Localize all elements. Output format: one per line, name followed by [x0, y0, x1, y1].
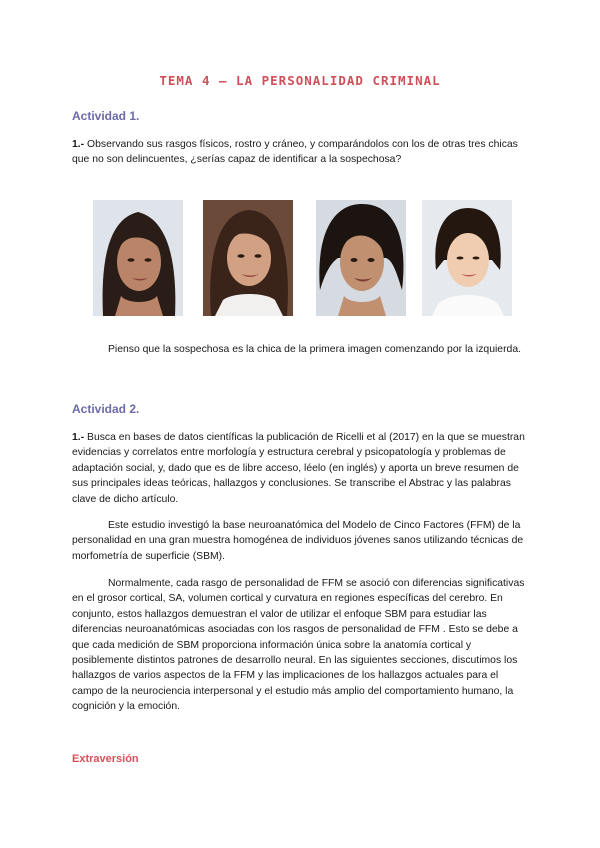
findings-paragraph: Normalmente, cada rasgo de personalidad de FFM se asoció con diferencias significativas en el grosor cortical, SA, volumen cortical y curvatura en regiones específicas del cerebro. En conjunto, estos hallazgos demuestran el valor de utilizar el enfoque SBM para estudiar las diferencias neuroanatómicas asociadas con los rasgos de personalidad de FFM . Esto se debe a que cada medición de SBM proporciona información única sobre la anatomía cortical y posiblemente distintos patrones de desarrollo neural. En las siguientes secciones, discutimos los hallazgos de varios aspectos de la FFM y las implicaciones de los hallazgos actuales para el campo de la neurociencia interpersonal y el estudio más amplio del comportamiento humano, la cognición y la emoción.: [72, 578, 525, 713]
portrait-3-image: [316, 200, 406, 316]
activity-2-question: [72, 430, 530, 507]
portrait-2-image: [203, 200, 293, 316]
activity-1-heading: Actividad 1.: [72, 109, 140, 123]
woman-photo-2: [203, 200, 293, 316]
woman-photo-1: [93, 200, 183, 316]
question-text: Observando sus rasgos físicos, rostro y cráneo, y comparándolos con los de otras tres chicas que no son delincuentes, ¿serías capaz de identificar a la sospechosa?: [72, 139, 518, 166]
suspect-photo-lineup: [90, 200, 530, 318]
portrait-1-image: [93, 200, 183, 316]
woman-photo-4: [422, 200, 512, 316]
question-number: 1.-: [72, 139, 85, 150]
activity-1-answer: Pienso que la sospechosa es la chica de la primera imagen comenzando por la izquierda.: [108, 344, 521, 355]
woman-photo-3: [316, 200, 406, 316]
section-heading-extraversion: Extraversión: [72, 753, 139, 765]
activity-2-heading: Actividad 2.: [72, 402, 140, 416]
page-title: TEMA 4 – LA PERSONALIDAD CRIMINAL: [159, 73, 441, 88]
portrait-4-image: [422, 200, 512, 316]
activity-1-question: [72, 137, 530, 168]
question-text: Busca en bases de datos científicas la publicación de Ricelli et al (2017) en la que se muestran evidencias y correlatos entre morfología y estructura cerebral y psicopatología y problemas de adaptación social, y, dado que es de libre acceso, léelo (en inglés) y aporta un breve resumen de sus principales ideas teóricas, hallazgos y conclusiones. Se transcribe el Abstrac y las palabras clave de dicho artículo.: [72, 432, 525, 505]
study-summary-paragraph: Este estudio investigó la base neuroanatómica del Modelo de Cinco Factores (FFM) de la personalidad en una gran muestra homogénea de individuos jóvenes sanos utilizando técnicas de morfometría de superficie (SBM).: [72, 520, 524, 562]
question-number: 1.-: [72, 432, 85, 443]
